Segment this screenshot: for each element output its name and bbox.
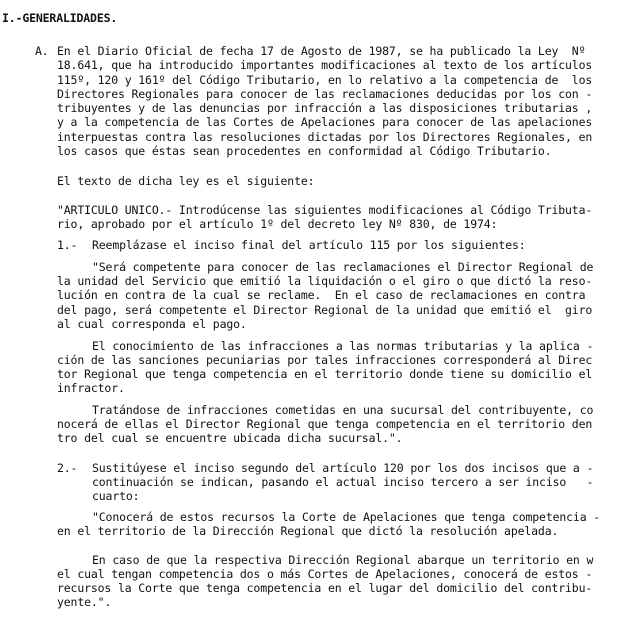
section-a-line: interpuestas contra las resoluciones dictadas por los Directores Regionales, en	[57, 130, 593, 144]
item-2-paragraph-2-line: el cual tengan competencia dos o más Cortes de Apelaciones, conocerá de estos -	[57, 567, 593, 581]
item-1-paragraph-1-line: del pago, será competente el Director Regional de la unidad que emitió el giro	[57, 303, 593, 317]
section-a-marker: A.	[35, 44, 49, 58]
item-1-paragraph-3-line: Tratándose de infracciones cometidas en una sucursal del contribuyente, co	[92, 403, 594, 417]
articulo-unico-line: rio, aprobado por el artículo 1º del decreto ley Nº 830, de 1974:	[57, 217, 498, 231]
item-2-lead-line: cuarto:	[92, 489, 140, 503]
item-2-lead-line: continuación se indican, pasando el actual inciso tercero a ser inciso -	[92, 475, 594, 489]
section-a-line: 18.641, que ha introducido importantes modificaciones al texto de los artículos	[57, 58, 593, 72]
item-1-lead: Reemplázase el inciso final del artículo 115 por los siguientes:	[92, 238, 526, 252]
section-a-line: los casos que éstas sean procedentes en conformidad al Código Tributario.	[57, 144, 552, 158]
item-1-paragraph-2-line: El conocimiento de las infracciones a las normas tributarias y la aplica -	[92, 339, 594, 353]
item-2-paragraph-1-line: en el territorio de la Dirección Regional que dictó la resolución apelada.	[57, 524, 559, 538]
articulo-unico-line: "ARTICULO UNICO.- Introdúcense las siguientes modificaciones al Código Tributa-	[57, 203, 593, 217]
item-2-lead-line: Sustitúyese el inciso segundo del artículo 120 por los dos incisos que a -	[92, 461, 594, 475]
section-a-line: Directores Regionales para conocer de las reclamaciones deducidas por los con -	[57, 87, 593, 101]
section-a-line: y a la competencia de las Cortes de Apelaciones para conocer de las apelaciones	[57, 115, 593, 129]
item-2-paragraph-2-line: recursos la Corte que tenga competencia en el lugar del domicilio del contribu-	[57, 581, 593, 595]
section-a-line: 115º, 120 y 161º del Código Tributario, en lo relativo a la competencia de los	[57, 73, 593, 87]
item-2-marker: 2.-	[57, 461, 78, 475]
item-1-paragraph-2-line: infractor.	[57, 381, 125, 395]
item-1-paragraph-1-line: "Será competente para conocer de las reclamaciones el Director Regional de	[92, 260, 594, 274]
section-a-line: tribuyentes y de las denuncias por infracción a las disposiciones tributarias ,	[57, 101, 593, 115]
section-heading: I.-GENERALIDADES.	[2, 11, 118, 25]
item-1-paragraph-2-line: ción de las sanciones pecuniarias por tales infracciones corresponderá al Direc	[57, 353, 593, 367]
item-1-paragraph-1-line: al cual corresponda el pago.	[57, 317, 247, 331]
item-2-paragraph-2-line: yente.".	[57, 595, 112, 609]
item-2-paragraph-1-line: "Conocerá de estos recursos la Corte de Apelaciones que tenga competencia -	[92, 510, 601, 524]
item-1-paragraph-2-line: tor Regional que tenga competencia en el territorio donde tiene su domicilio el	[57, 367, 593, 381]
item-1-paragraph-1-line: la unidad del Servicio que emitió la liquidación o el giro o que dictó la reso-	[57, 274, 593, 288]
item-1-paragraph-1-line: lución en contra de la cual se reclame. En el caso de reclamaciones en contra	[57, 288, 586, 302]
item-1-marker: 1.-	[57, 238, 78, 252]
item-1-paragraph-3-line: tro del cual se encuentre ubicada dicha sucursal.".	[57, 431, 403, 445]
item-1-paragraph-3-line: nocerá de ellas el Director Regional que tenga competencia en el territorio den	[57, 417, 593, 431]
intro-text: El texto de dicha ley es el siguiente:	[57, 174, 315, 188]
section-a-line: En el Diario Oficial de fecha 17 de Agosto de 1987, se ha publicado la Ley Nº	[57, 44, 586, 58]
item-2-paragraph-2-line: En caso de que la respectiva Dirección Regional abarque un territorio en w	[92, 553, 594, 567]
